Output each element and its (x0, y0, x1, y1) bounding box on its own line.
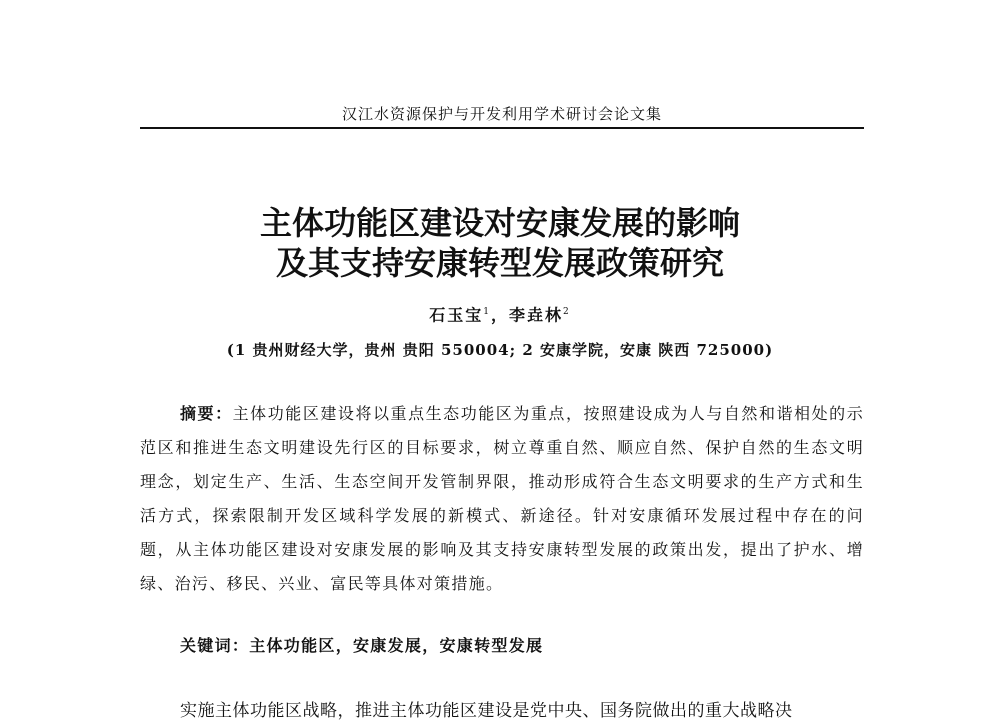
author-list (100, 301, 900, 326)
title-line-2: 及其支持安康转型发展政策研究 (275, 244, 724, 282)
abstract (140, 397, 864, 601)
keywords (180, 629, 864, 663)
keywords-label: 关键词： (180, 636, 250, 655)
affiliation: (1 贵州财经大学，贵州 贵阳 550004; 2 安康学院，安康 陕西 725000) (226, 341, 774, 359)
author-separator: ， (490, 305, 509, 325)
author-affiliation-mark: 2 (563, 307, 571, 317)
body-paragraph: 实施主体功能区战略，推进主体功能区建设是党中央、国务院做出的重大战略决 (180, 701, 793, 721)
title-line-1: 主体功能区建设对安康发展的影响 (259, 204, 740, 242)
paper-title (100, 203, 900, 283)
header-rule (140, 127, 864, 129)
author-affiliation-mark: 1 (483, 307, 491, 317)
abstract-label: 摘要： (180, 404, 233, 423)
abstract-text: 主体功能区建设将以重点生态功能区为重点，按照建设成为人与自然和谐相处的示范区和推进生态文明建设先行区的目标要求，树立尊重自然、顺应自然、保护自然的生态文明理念，划定生产、生活、生态空间开发管制界限，推动形成符合生态文明要求的生产方式和生活方式，探索限制开发区域科学发展的新模式、新途径。针对安康循环发展过程中存在的问题，从主体功能区建设对安康发展的影响及其支持安康转型发展的政策出发，提出了护水、增绿、治污、移民、兴业、富民等具体对策措施。 (140, 404, 864, 593)
author-name: 石玉宝 (429, 305, 484, 325)
running-header: 汉江水资源保护与开发利用学术研讨会论文集 (341, 105, 662, 123)
author-name: 李垚林 (509, 305, 564, 325)
keywords-text: 主体功能区，安康发展，安康转型发展 (249, 636, 544, 655)
